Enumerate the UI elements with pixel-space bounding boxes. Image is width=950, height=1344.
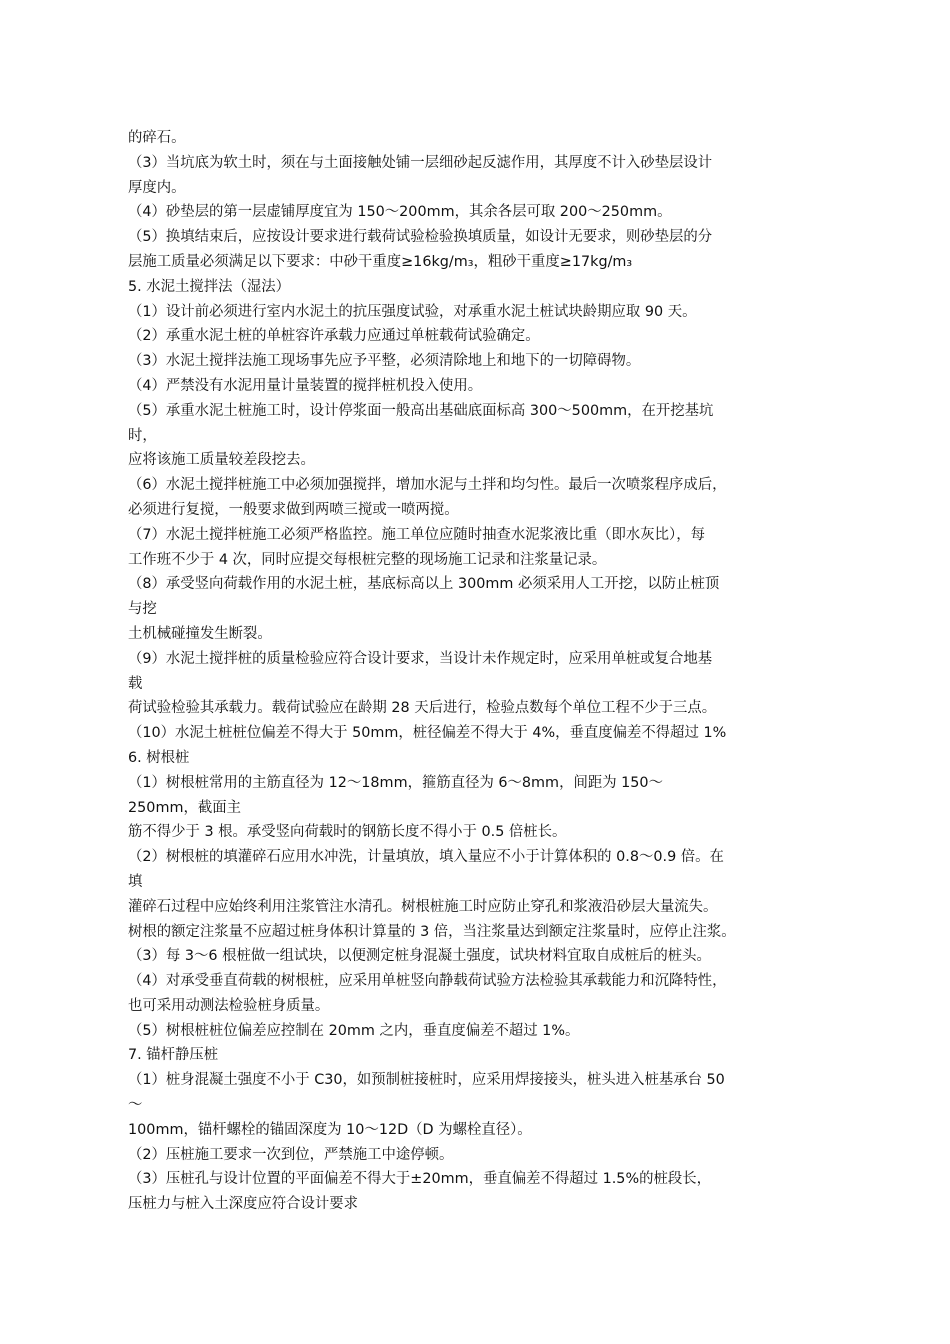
text-line: （3）当坑底为软土时，须在与土面接触处铺一层细砂起反滤作用，其厚度不计入砂垫层设计 <box>128 154 713 171</box>
text-line: 厚度内。 <box>128 179 186 196</box>
text-line: （7）水泥土搅拌桩施工必须严格监控。施工单位应随时抽查水泥浆液比重（即水灰比），每 <box>128 526 705 543</box>
text-line: （9）水泥土搅拌桩的质量检验应符合设计要求，当设计未作规定时，应采用单桩或复合地基 <box>128 650 713 667</box>
text-line: 压桩力与桩入土深度应符合设计要求 <box>128 1196 359 1213</box>
text-line: 灌碎石过程中应始终利用注浆管注水清孔。树根桩施工时应防止穿孔和浆液沿砂层大量流失。 <box>128 898 718 915</box>
text-line: （1）桩身混凝土强度不小于 C30，如预制桩接桩时，应采用焊接接头，桩头进入桩基承台 50 <box>128 1072 725 1089</box>
text-line: （1）设计前必须进行室内水泥土的抗压强度试验，对承重水泥土桩试块龄期应取 90 天。 <box>128 303 697 320</box>
text-line: （10）水泥土桩桩位偏差不得大于 50mm，桩径偏差不得大于 4%，垂直度偏差不得超过 1% <box>128 725 727 742</box>
text-line: 也可采用动测法检验桩身质量。 <box>128 997 330 1014</box>
text-line: 250mm，截面主 <box>128 799 241 816</box>
text-line: （3）每 3～6 根桩做一组试块，以便测定桩身混凝土强度，试块材料宜取自成桩后的桩头。 <box>128 948 711 965</box>
text-line: （4）对承受垂直荷载的树根桩，应采用单桩竖向静载荷试验方法检验其承载能力和沉降特性， <box>128 973 727 990</box>
text-line: 工作班不少于 4 次，同时应提交每根桩完整的现场施工记录和注浆量记录。 <box>128 551 607 568</box>
text-line: （6）水泥土搅拌桩施工中必须加强搅拌，增加水泥与土拌和均匀性。最后一次喷浆程序成后， <box>128 477 727 494</box>
text-line: 的碎石。 <box>128 130 186 146</box>
text-line: 土机械碰撞发生断裂。 <box>128 625 272 642</box>
text-line: （1）树根桩常用的主筋直径为 12～18mm，箍筋直径为 6～8mm，间距为 150～ <box>128 774 663 791</box>
text-line: 7. 锚杆静压桩 <box>128 1047 219 1064</box>
text-line: 筋不得少于 3 根。承受竖向荷载时的钢筋长度不得小于 0.5 倍桩长。 <box>128 824 567 841</box>
text-line: 载 <box>128 675 143 692</box>
text-line: （3）水泥土搅拌法施工现场事先应予平整，必须清除地上和地下的一切障碍物。 <box>128 353 641 370</box>
text-line: （2）树根桩的填灌碎石应用水冲洗，计量填放，填入量应不小于计算体积的 0.8～0.9 倍。在 <box>128 849 724 866</box>
text-line: 与挖 <box>128 601 157 618</box>
text-line: （3）压桩孔与设计位置的平面偏差不得大于±20mm，垂直偏差不得超过 1.5%的桩段长， <box>128 1171 711 1188</box>
text-line: （2）承重水泥土桩的单桩容许承载力应通过单桩载荷试验确定。 <box>128 328 540 345</box>
text-line: ～ <box>128 1097 143 1114</box>
text-line: （5）树根桩桩位偏差应控制在 20mm 之内，垂直度偏差不超过 1%。 <box>128 1022 580 1039</box>
text-line: 必须进行复搅，一般要求做到两喷三搅或一喷两搅。 <box>128 501 459 518</box>
text-line: 100mm，锚杆螺栓的锚固深度为 10～12D（D 为螺栓直径）。 <box>128 1121 532 1138</box>
text-line: 5. 水泥土搅拌法（湿法） <box>128 278 291 295</box>
text-line: 荷试验检验其承载力。载荷试验应在龄期 28 天后进行，检验点数每个单位工程不少于三点。 <box>128 700 717 717</box>
text-line: （5）换填结束后，应按设计要求进行载荷试验检验换填质量，如设计无要求，则砂垫层的分 <box>128 229 713 246</box>
text-line: 时， <box>128 427 157 444</box>
document-body <box>128 126 828 1217</box>
text-line: （4）砂垫层的第一层虚铺厚度宜为 150～200mm，其余各层可取 200～250mm。 <box>128 204 672 221</box>
text-line: （2）压桩施工要求一次到位，严禁施工中途停顿。 <box>128 1146 454 1163</box>
text-line: 树根的额定注浆量不应超过桩身体积计算量的 3 倍，当注浆量达到额定注浆量时，应停止注浆。 <box>128 923 736 940</box>
text-line: （5）承重水泥土桩施工时，设计停浆面一般高出基础底面标高 300～500mm，在开挖基坑 <box>128 402 714 419</box>
text-line: （8）承受竖向荷载作用的水泥土桩，基底标高以上 300mm 必须采用人工开挖，以防止桩顶 <box>128 576 720 593</box>
text-line: （4）严禁没有水泥用量计量装置的搅拌桩机投入使用。 <box>128 377 483 394</box>
text-line: 填 <box>128 873 143 890</box>
text-line: 层施工质量必须满足以下要求：中砂干重度≥16kg/m₃，粗砂干重度≥17kg/m₃ <box>128 253 633 270</box>
text-line: 应将该施工质量较差段挖去。 <box>128 452 315 469</box>
text-line: 6. 树根桩 <box>128 749 190 766</box>
